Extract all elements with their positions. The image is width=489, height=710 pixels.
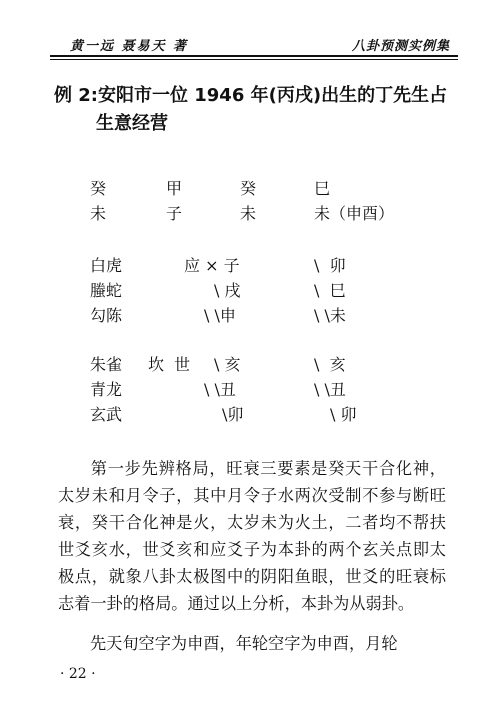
stem-year: 癸 xyxy=(90,179,107,198)
header-authors: 黄一远 聂易天 著 xyxy=(70,39,189,54)
analysis-paragraph-2 xyxy=(58,630,446,657)
main-hexagram-line: \ \申 xyxy=(204,306,236,325)
main-hexagram-line: \ 戌 xyxy=(214,281,241,300)
six-spirit-label: 玄武 xyxy=(90,405,123,424)
six-spirit-label: 白虎 xyxy=(90,256,123,275)
branch-month: 子 xyxy=(166,204,183,223)
running-header xyxy=(50,33,450,55)
branch-year: 未 xyxy=(90,204,107,223)
changed-hexagram-line: \ 卯 xyxy=(314,256,346,275)
example-title-line1: 例 2:安阳市一位 1946 年(丙戌)出生的丁先生占 xyxy=(54,85,448,106)
header-rule-thin xyxy=(50,59,458,60)
header-book-title: 八卦预测实例集 xyxy=(351,39,450,54)
changed-hexagram-line: \ \丑 xyxy=(314,380,346,399)
changed-hexagram-line: \ \未 xyxy=(314,306,346,325)
six-spirit-label: 勾陈 xyxy=(90,306,123,325)
six-spirit-label: 朱雀 xyxy=(90,355,123,374)
main-hexagram-line: \ 亥 xyxy=(214,355,241,374)
stem-hour: 巳 xyxy=(314,179,331,198)
analysis-paragraph-1 xyxy=(58,455,446,617)
branch-hour: 未（申酉） xyxy=(314,204,395,223)
main-hexagram-line: \卯 xyxy=(222,405,244,424)
analysis-text-1: 第一步先辨格局，旺衰三要素是癸天干合化神，太岁未和月令子，其中月令子水两次受制不参与断旺衰，癸干合化神是火，太岁未为火土，二者均不帮扶世爻亥水，世爻亥和应爻子为本卦的两个玄关点即太极点，就象八卦太极图中的阴阳鱼眼，世爻的旺衰标志着一卦的格局。通过以上分析，本卦为从弱卦。 xyxy=(58,459,446,613)
stem-month: 甲 xyxy=(166,179,183,198)
header-rule xyxy=(50,55,458,57)
six-spirit-label: 螣蛇 xyxy=(90,281,123,300)
example-title-line2: 生意经营 xyxy=(96,113,168,134)
page-number: · 22 · xyxy=(60,666,96,682)
stem-day: 癸 xyxy=(240,179,257,198)
example-title xyxy=(54,82,464,138)
changed-hexagram-line: \ 亥 xyxy=(314,355,346,374)
six-spirit-label: 青龙 xyxy=(90,380,123,399)
main-hexagram-line: \ \丑 xyxy=(204,380,236,399)
branch-day: 未 xyxy=(240,204,257,223)
palace-world-marker: 坎 世 xyxy=(148,355,191,374)
changed-hexagram-line: \ 卯 xyxy=(330,405,357,424)
main-hexagram-line: 应 × 子 xyxy=(184,256,240,275)
changed-hexagram-line: \ 巳 xyxy=(314,281,346,300)
analysis-text-2: 先天旬空字为申酉，年轮空字为申酉，月轮 xyxy=(90,634,398,653)
